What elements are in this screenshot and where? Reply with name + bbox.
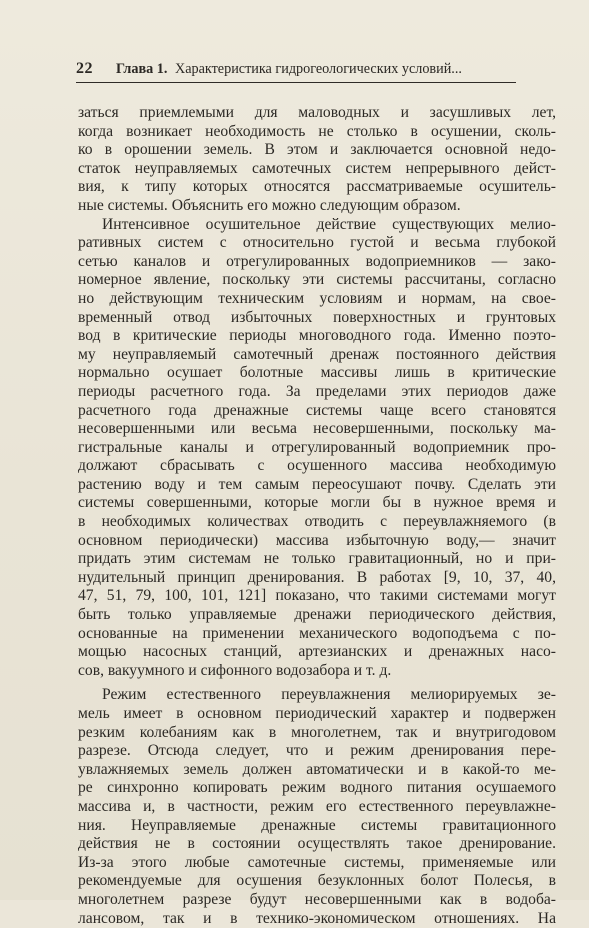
paragraph (78, 104, 556, 216)
text-line: расчетного года дренажные системы чаще всего становятся (78, 401, 556, 419)
text-line: нудительный принцип дренирования. В работах [9, 10, 37, 40, (78, 568, 556, 586)
text-line: ко в орошении земель. В этом и заключается основной недо- (78, 141, 556, 159)
text-line: резким колебаниям как в многолетнем, так и внутригодовом (78, 723, 556, 741)
text-line: му неуправляемый самотечный дренаж постоянного действия (78, 345, 556, 363)
text-line: мощью насосных станций, артезианских и дренажных насо- (78, 643, 556, 661)
text-line: основанные на применении механического водоподъема с по- (78, 624, 556, 642)
text-line: вия, к типу которых относятся рассматриваемые осушитель- (78, 178, 556, 196)
chapter-label: Глава 1. (116, 61, 168, 77)
text-line: сов, вакуумного и сифонного водозабора и т. д. (78, 661, 392, 679)
running-header (76, 60, 516, 83)
text-line: нормально осушает болотные массивы лишь в критические (78, 364, 556, 382)
text-line: ные системы. Объяснить его можно следующим образом. (78, 196, 461, 214)
text-line: вод в критические периоды многоводного года. Именно поэто- (78, 327, 556, 345)
text-line: в необходимых количествах отводить с переувлажняемого (в (78, 513, 556, 531)
text-line: системы совершенными, которые могли бы в нужное время и (78, 494, 556, 512)
text-line: номерное явление, поскольку эти системы рассчитаны, согласно (78, 271, 556, 289)
page-number: 22 (76, 60, 93, 77)
text-line: мель имеет в основном периодический характер и подвержен (78, 705, 556, 722)
text-line: 47, 51, 79, 100, 101, 121] показано, что такими системами могут (78, 587, 556, 605)
text-line: Из-за этого любые самотечные системы, применяемые или (78, 853, 556, 871)
text-line: Интенсивное осушительное действие существующих мелио- (102, 215, 556, 233)
text-line: периоды расчетного года. За пределами этих периодов даже (78, 382, 556, 400)
chapter-title: Характеристика гидрогеологических условий... (174, 61, 462, 77)
text-line: должают сбрасывать с осушенного массива необходимую (78, 457, 556, 475)
text-line: лансовом, так и в технико-экономическом отношениях. На (78, 909, 556, 927)
text-line: придать этим системам не только гравитационный, но и при- (78, 550, 556, 568)
paragraph (78, 686, 556, 928)
text-line: сетью каналов и отрегулированных водоприемников — зако- (78, 252, 556, 270)
text-line: растению воду и тем самым переосушают почву. Сделать эти (78, 475, 556, 493)
text-line: гистральные каналы и отрегулированный водоприемник про- (78, 438, 556, 456)
text-line: рекомендуемые для осушения безуклонных болот Полесья, в (78, 872, 556, 890)
text-line: разрезе. Отсюда следует, что и режим дренирования пере- (78, 742, 556, 760)
text-line: ре синхронно копировать режим водного питания осушаемого (78, 779, 556, 797)
text-line: статок неуправляемых самотечных систем непрерывного дейст- (78, 159, 556, 177)
paragraph (78, 216, 556, 681)
chapter-heading (116, 61, 462, 78)
text-line: заться приемлемыми для маловодных и засушливых лет, (78, 104, 556, 121)
text-line: многолетнем разрезе будут несовершенными как в водоба- (78, 890, 556, 908)
text-line: временный отвод избыточных поверхностных и грунтовых (78, 308, 556, 326)
text-line: увлажняемых земель должен автоматически и в какой-то ме- (78, 760, 556, 778)
text-line: массива и, в частности, режим его естественного переувлажне- (78, 797, 556, 815)
text-line: когда возникает необходимость не столько в осушении, сколь- (78, 122, 556, 140)
text-line: ния. Неуправляемые дренажные системы гравитационного (78, 816, 556, 834)
text-line: основном периодически) массива избыточную воду,— значит (78, 531, 556, 549)
text-line: несовершенными или весьма несовершенными, поскольку ма- (78, 420, 556, 438)
body-text (78, 104, 556, 928)
text-line: быть только управляемые дренажи периодического действия, (78, 606, 556, 624)
text-line: действия не в состоянии осуществлять такое дренирование. (78, 835, 556, 853)
text-line: но действующим техническим условиям и нормам, на свое- (78, 289, 556, 307)
text-line: ративных систем с относительно густой и весьма глубокой (78, 234, 556, 252)
text-line: Режим естественного переувлажнения мелиорируемых зе- (102, 686, 556, 704)
